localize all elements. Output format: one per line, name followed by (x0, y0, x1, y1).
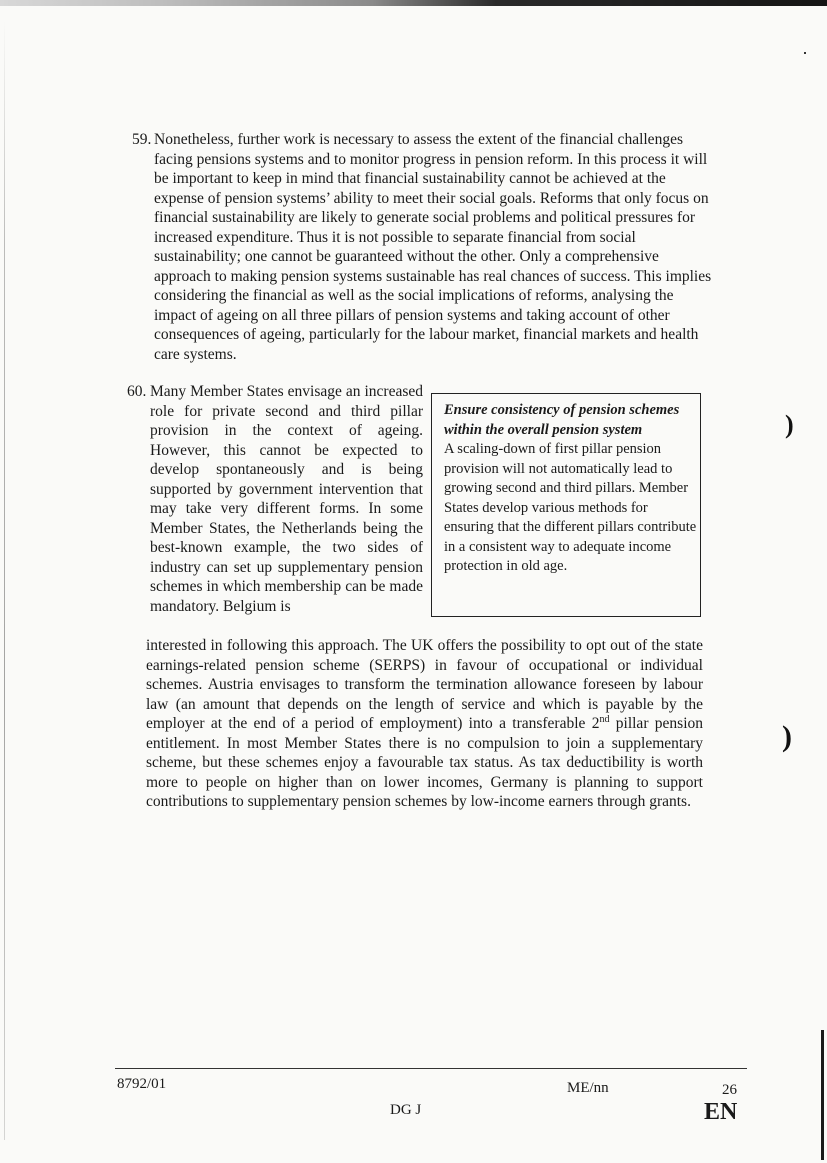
binding-hole-mark: ) (785, 410, 794, 439)
paragraph-59 (132, 130, 712, 364)
paragraph-60-text-lower (146, 636, 703, 812)
scan-edge-right (821, 1030, 824, 1160)
paragraph-60-text-b: pillar pension entitlement. In most Member States there is no compulsion to join a supplementary scheme, but these schemes enjoy a favourable tax status. As tax deductibility is worth more to people on higher than on lower incomes, Germany is planning to support contributions to supplementary pension schemes by low-income earners through grants. (146, 715, 703, 810)
paragraph-number: 59. (132, 131, 152, 148)
footer-reference: ME/nn (567, 1080, 609, 1096)
paragraph-text: Nonetheless, further work is necessary to assess the extent of the financial challenges facing pensions systems and to monitor progress in pension reform. In this process it will be important to keep in mind that financial sustainability cannot be achieved at the expense of pension systems’ ability to meet their social goals. Reforms that only focus on financial sustainability are likely to generate social problems and political pressures for increased expenditure. Thus it is not possible to separate financial from social sustainability; one cannot be guaranteed without the other. Only a comprehensive approach to making pension systems sustainable has real chances of success. This implies considering the financial as well as the social implications of reforms, analysing the impact of ageing on all three pillars of pension systems and taking account of other consequences of ageing, particularly for the labour market, financial markets and health care systems. (154, 131, 712, 363)
scan-edge-top (0, 0, 827, 6)
paragraph-60-text-upper: Many Member States envisage an increased role for private second and third pillar provision in the context of ageing. However, this cannot be expected to develop spontaneously and is being supported by government intervention that may take very different forms. In some Member States, the Netherlands being the best-known example, the two sides of industry can set up supplementary pension schemes in which membership can be made mandatory. Belgium is (150, 383, 423, 615)
footer-directorate: DG J (390, 1102, 422, 1118)
paragraph-number: 60. (127, 383, 147, 400)
binding-hole-mark: ) (782, 720, 792, 753)
ordinal-suffix: nd (599, 713, 610, 725)
footer-divider (115, 1068, 747, 1069)
scan-edge-left (4, 20, 5, 1140)
highlight-box (431, 393, 701, 617)
footer-page-number: 26 (722, 1082, 737, 1098)
scan-speck (804, 52, 806, 54)
box-text: A scaling-down of first pillar pension provision will not automatically lead to growing second and third pillars. Member States develop various methods for ensuring that the different pillars contribute in a consistent way to adequate income protection in old age. (444, 441, 697, 574)
paragraph-60-text-a: interested in following this approach. The UK offers the possibility to opt out of the state earnings-related pension scheme (SERPS) in favour of occupational or individual schemes. Austria envisages to transform the termination allowance foreseen by labour law (an amount that depends on the length of service and which is payable by the employer at the end of a period of employment) into a transferable 2 (146, 637, 703, 732)
footer-doc-number: 8792/01 (117, 1076, 167, 1092)
box-title: Ensure consistency of pension schemes within the overall pension system (444, 402, 680, 438)
footer-language: EN (704, 1099, 738, 1125)
